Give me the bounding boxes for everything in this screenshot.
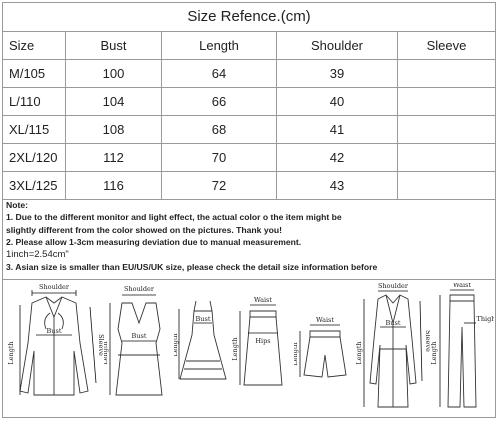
bust-cell: 108 bbox=[66, 116, 162, 144]
size-cell: XL/115 bbox=[3, 116, 66, 144]
bust-cell: 116 bbox=[66, 172, 162, 200]
length-cell: 70 bbox=[162, 144, 277, 172]
note-line-4: 1inch=2.54cm" bbox=[6, 248, 69, 260]
size-cell: M/105 bbox=[3, 60, 66, 88]
skirt-icon bbox=[232, 283, 294, 413]
shirt-shoulder-label: Shoulder bbox=[39, 283, 69, 291]
dress-icon bbox=[174, 283, 232, 413]
pants-thigh-label: Thigh bbox=[476, 315, 494, 323]
shoulder-cell: 43 bbox=[277, 172, 398, 200]
coat-diagram bbox=[356, 283, 430, 413]
table-row bbox=[3, 60, 496, 88]
table-header-row bbox=[3, 32, 496, 60]
vest-diagram bbox=[104, 283, 174, 413]
coat-icon bbox=[356, 283, 430, 413]
bust-cell: 112 bbox=[66, 144, 162, 172]
skirt-waist-label: Waist bbox=[253, 296, 273, 304]
notes-heading: Note: bbox=[6, 200, 28, 210]
coat-length-label: Length bbox=[356, 341, 363, 365]
skirt-diagram bbox=[232, 283, 294, 413]
pants-icon bbox=[430, 283, 494, 413]
column-header-length: Length bbox=[162, 32, 277, 60]
shoulder-cell: 42 bbox=[277, 144, 398, 172]
vest-bust-label: Bust bbox=[131, 332, 147, 340]
size-cell: L/110 bbox=[3, 88, 66, 116]
size-table bbox=[2, 31, 496, 200]
length-cell: 72 bbox=[162, 172, 277, 200]
table-row bbox=[3, 144, 496, 172]
pants-diagram bbox=[430, 283, 494, 413]
pants-length-label: Length bbox=[430, 341, 438, 365]
length-cell: 68 bbox=[162, 116, 277, 144]
note-line-1: 1. Due to the different monitor and light effect, the actual color o the item might be bbox=[6, 212, 342, 223]
sleeve-cell bbox=[398, 116, 496, 144]
bust-cell: 100 bbox=[66, 60, 162, 88]
vest-shoulder-label: Shoulder bbox=[124, 285, 154, 293]
note-line-2: slightly different from the color showed on the pictures. Thank you! bbox=[6, 224, 282, 235]
skirt-length-label: Length bbox=[232, 337, 239, 361]
coat-shoulder-label: Shoulder bbox=[378, 283, 408, 290]
coat-sleeve-label: Sleeve bbox=[424, 330, 430, 352]
shoulder-cell: 41 bbox=[277, 116, 398, 144]
size-cell: 3XL/125 bbox=[3, 172, 66, 200]
sleeve-cell bbox=[398, 172, 496, 200]
column-header-bust: Bust bbox=[66, 32, 162, 60]
shirt-bust-label: Bust bbox=[46, 327, 62, 335]
bust-cell: 104 bbox=[66, 88, 162, 116]
dress-diagram bbox=[174, 283, 232, 413]
column-header-shoulder: Shoulder bbox=[277, 32, 398, 60]
shirt-icon bbox=[4, 283, 104, 413]
shorts-diagram bbox=[294, 283, 356, 413]
shoulder-cell: 39 bbox=[277, 60, 398, 88]
shirt-diagram bbox=[4, 283, 104, 413]
shoulder-cell: 40 bbox=[277, 88, 398, 116]
shorts-length-label: Length bbox=[294, 342, 299, 366]
shorts-waist-label: Waist bbox=[315, 316, 335, 324]
table-row bbox=[3, 116, 496, 144]
notes-section bbox=[6, 199, 494, 273]
shirt-sleeve-label: Sleeve bbox=[97, 334, 104, 356]
vest-icon bbox=[104, 283, 174, 413]
table-row bbox=[3, 172, 496, 200]
page-title: Size Refence.(cm) bbox=[2, 2, 496, 32]
length-cell: 66 bbox=[162, 88, 277, 116]
shorts-icon bbox=[294, 283, 356, 413]
sleeve-cell bbox=[398, 60, 496, 88]
divider bbox=[2, 279, 496, 280]
column-header-sleeve: Sleeve bbox=[398, 32, 496, 60]
pants-waist-label: Waist bbox=[452, 283, 472, 289]
vest-length-label: Length bbox=[104, 341, 109, 365]
length-cell: 64 bbox=[162, 60, 277, 88]
dress-length-label: Length bbox=[174, 333, 179, 357]
sleeve-cell bbox=[398, 88, 496, 116]
shirt-length-label: Length bbox=[7, 341, 15, 365]
coat-bust-label: Bust bbox=[385, 319, 401, 327]
table-row bbox=[3, 88, 496, 116]
sleeve-cell bbox=[398, 144, 496, 172]
note-line-5: 3. Asian size is smaller than EU/US/UK size, please check the detail size information before bbox=[6, 262, 378, 273]
note-line-3: 2. Please allow 1-3cm measuring deviation due to manual measurement. bbox=[6, 237, 302, 248]
column-header-size: Size bbox=[3, 32, 66, 60]
dress-bust-label: Bust bbox=[195, 315, 211, 323]
skirt-hips-label: Hips bbox=[255, 337, 271, 345]
measurement-diagrams bbox=[4, 283, 494, 413]
size-cell: 2XL/120 bbox=[3, 144, 66, 172]
